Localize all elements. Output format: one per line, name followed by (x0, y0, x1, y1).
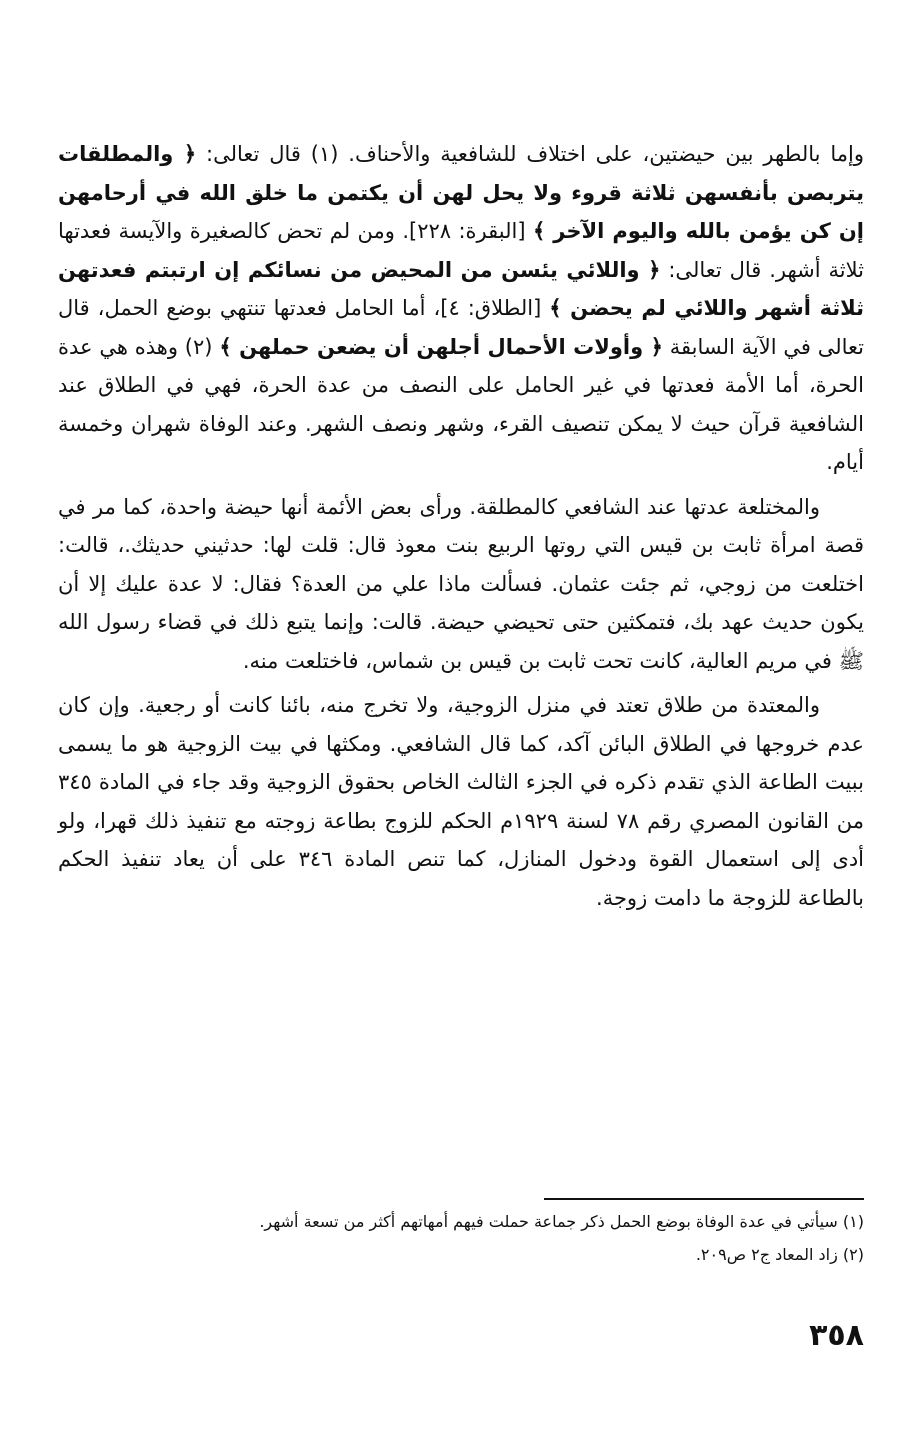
paragraph (58, 686, 864, 917)
text-segment: [البقرة: ٢٢٨]. ومن لم تحض كالصغيرة والآيسة فعدتها ثلاثة أشهر. قال تعالى: (58, 219, 864, 282)
page-body (58, 135, 864, 917)
footnotes (58, 1208, 864, 1268)
text-segment: (٢) وهذه هي عدة الحرة، أما الأمة فعدتها في غير الحامل على النصف من عدة الحرة، فهي في الطلاق عند الشافعية قرآن حيث لا يمكن تنصيف القرء، وشهر ونصف الشهر. وعند الوفاة شهران وخمسة أيام. (58, 334, 864, 474)
quran-verse: ﴿ وأولات الأحمال أجلهن أن يضعن حملهن ﴾ (219, 334, 663, 359)
paragraph (58, 488, 864, 681)
quran-verse: ﴿ واللائي يئسن من المحيض من نسائكم إن ارتبتم فعدتهن ثلاثة أشهر واللائي لم يحضن ﴾ (58, 257, 865, 320)
text-segment: [الطلاق: ٤]، أما الحامل فعدتها تنتهي بوضع الحمل، قال تعالى في الآية السابقة (58, 296, 865, 359)
text-segment: وإما بالطهر بين حيضتين، على اختلاف للشافعية والأحناف. (١) قال تعالى: (196, 142, 864, 166)
page-number: ٣٥٨ (809, 1318, 864, 1353)
footnote: (٢) زاد المعاد ج٢ ص٢٠٩. (695, 1245, 864, 1264)
quran-verse: ﴿ والمطلقات يتربصن بأنفسهن ثلاثة قروء ولا يحل لهن أن يكتمن ما خلق الله في أرحامهن إن كن يؤمن بالله واليوم الآخر ﴾ (58, 142, 865, 243)
footnote: (١) سيأتي في عدة الوفاة بوضع الحمل ذكر جماعة حملت فيهم أمهاتهم أكثر من تسعة أشهر. (259, 1212, 864, 1231)
text-segment: والمعتدة من طلاق تعتد في منزل الزوجية، ولا تخرج منه، بائنا كانت أو رجعية. وإن كان عدم خروجها في الطلاق البائن آكد، كما قال الشافعي. ومكثها في بيت الزوجية هو ما يسمى ببيت الطاعة الذي تقدم ذكره في الجزء الثالث الخاص بحقوق الزوجية وقد جاء في المادة ٣٤٥ من القانون المصري رقم ٧٨ لسنة ١٩٢٩م الحكم للزوج بطاعة زوجته مع تنفيذ ذلك قهرا، ولو أدى إلى استعمال القوة ودخول المنازل، كما تنص المادة ٣٤٦ على أن يعاد تنفيذ الحكم بالطاعة للزوجة ما دامت زوجة. (58, 693, 864, 910)
text-segment: والمختلعة عدتها عند الشافعي كالمطلقة. ورأى بعض الأئمة أنها حيضة واحدة، كما مر في قصة امرأة ثابت بن قيس التي روتها الربيع بنت معوذ قال: قلت لها: حدثيني حديثك.، قالت: اختلعت من زوجي، ثم جئت عثمان. فسألت ماذا علي من العدة؟ فقال: لا عدة عليك إلا أن يكون حديث عهد بك، فتمكثين حتى تحيضي حيضة. قالت: وإنما يتبع ذلك في قضاء رسول الله ﷺ في مريم العالية، كانت تحت ثابت بن قيس بن شماس، فاختلعت منه. (58, 494, 864, 673)
footnote-divider (544, 1198, 864, 1200)
paragraph (58, 135, 864, 482)
